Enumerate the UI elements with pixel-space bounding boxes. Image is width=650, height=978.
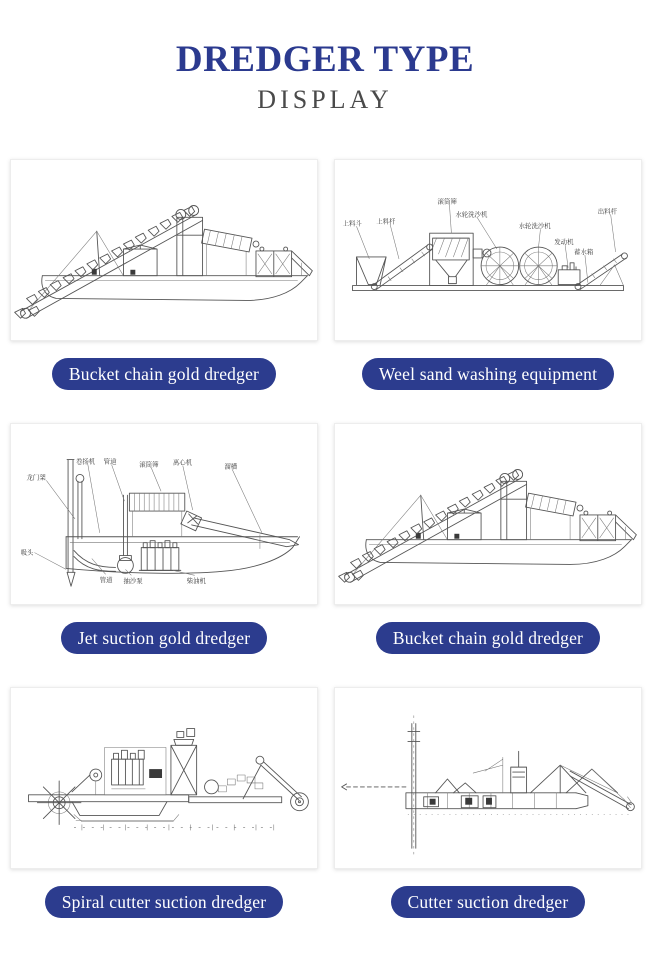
grid-cell	[10, 687, 318, 951]
bucket-chain-dredger-drawing	[11, 160, 317, 340]
spiral-cutter-dredger-button[interactable]: Spiral cutter suction dredger	[45, 886, 284, 918]
bucket-chain-dredger-button[interactable]: Bucket chain gold dredger	[52, 358, 276, 390]
bucket-chain-dredger-card[interactable]	[10, 159, 318, 341]
button-row	[10, 886, 318, 918]
spiral-cutter-dredger-drawing	[11, 688, 317, 868]
annotation-label: 出料杆	[597, 208, 618, 216]
dredger-grid	[10, 159, 642, 951]
annotation-label: 滚筒筛	[437, 198, 457, 206]
jet-suction-dredger-card[interactable]	[10, 423, 318, 605]
button-row	[10, 622, 318, 654]
annotation-label: 水轮洗沙机	[455, 211, 488, 219]
annotation-label: 滚筒筛	[139, 461, 159, 469]
bucket-chain-dredger-button-2[interactable]: Bucket chain gold dredger	[376, 622, 600, 654]
sand-washing-equipment-card[interactable]	[334, 159, 642, 341]
page-subtitle: DISPLAY	[257, 84, 393, 114]
button-row	[10, 358, 318, 390]
jet-suction-dredger-drawing	[11, 424, 317, 604]
annotation-label: 柴油机	[186, 577, 206, 585]
bucket-chain-dredger-drawing	[335, 424, 641, 604]
annotation-label: 水轮洗沙机	[518, 222, 551, 230]
page-header	[0, 0, 650, 115]
jet-suction-dredger-button[interactable]: Jet suction gold dredger	[61, 622, 267, 654]
spiral-cutter-dredger-card[interactable]	[10, 687, 318, 869]
grid-cell	[334, 423, 642, 687]
cutter-suction-dredger-drawing	[335, 688, 641, 868]
button-row	[334, 886, 642, 918]
annotation-label: 溜槽	[224, 463, 238, 471]
grid-cell	[334, 159, 642, 423]
annotation-label: 离心机	[172, 459, 193, 467]
annotation-label: 发动机	[554, 238, 574, 246]
grid-cell	[334, 687, 642, 951]
button-row	[334, 358, 642, 390]
annotation-label: 抽沙泵	[123, 577, 143, 585]
button-row	[334, 622, 642, 654]
annotation-label: 吸头	[20, 549, 34, 557]
bucket-chain-dredger-card-2[interactable]	[334, 423, 642, 605]
annotation-label: 龙门架	[26, 474, 46, 482]
cutter-suction-dredger-button[interactable]: Cutter suction dredger	[391, 886, 586, 918]
annotation-label: 卷扬机	[75, 458, 96, 466]
annotation-label: 管道	[103, 458, 117, 466]
grid-cell	[10, 159, 318, 423]
cutter-suction-dredger-card[interactable]	[334, 687, 642, 869]
annotation-label: 蓄水箱	[574, 248, 594, 256]
sand-washing-equipment-button[interactable]: Weel sand washing equipment	[362, 358, 614, 390]
annotation-label: 管道	[99, 576, 113, 584]
annotation-label: 上料斗	[342, 219, 362, 227]
page-title: DREDGER TYPE	[175, 39, 475, 80]
grid-cell	[10, 423, 318, 687]
annotation-label: 上料杆	[376, 217, 396, 225]
sand-washing-equipment-drawing	[335, 160, 641, 340]
